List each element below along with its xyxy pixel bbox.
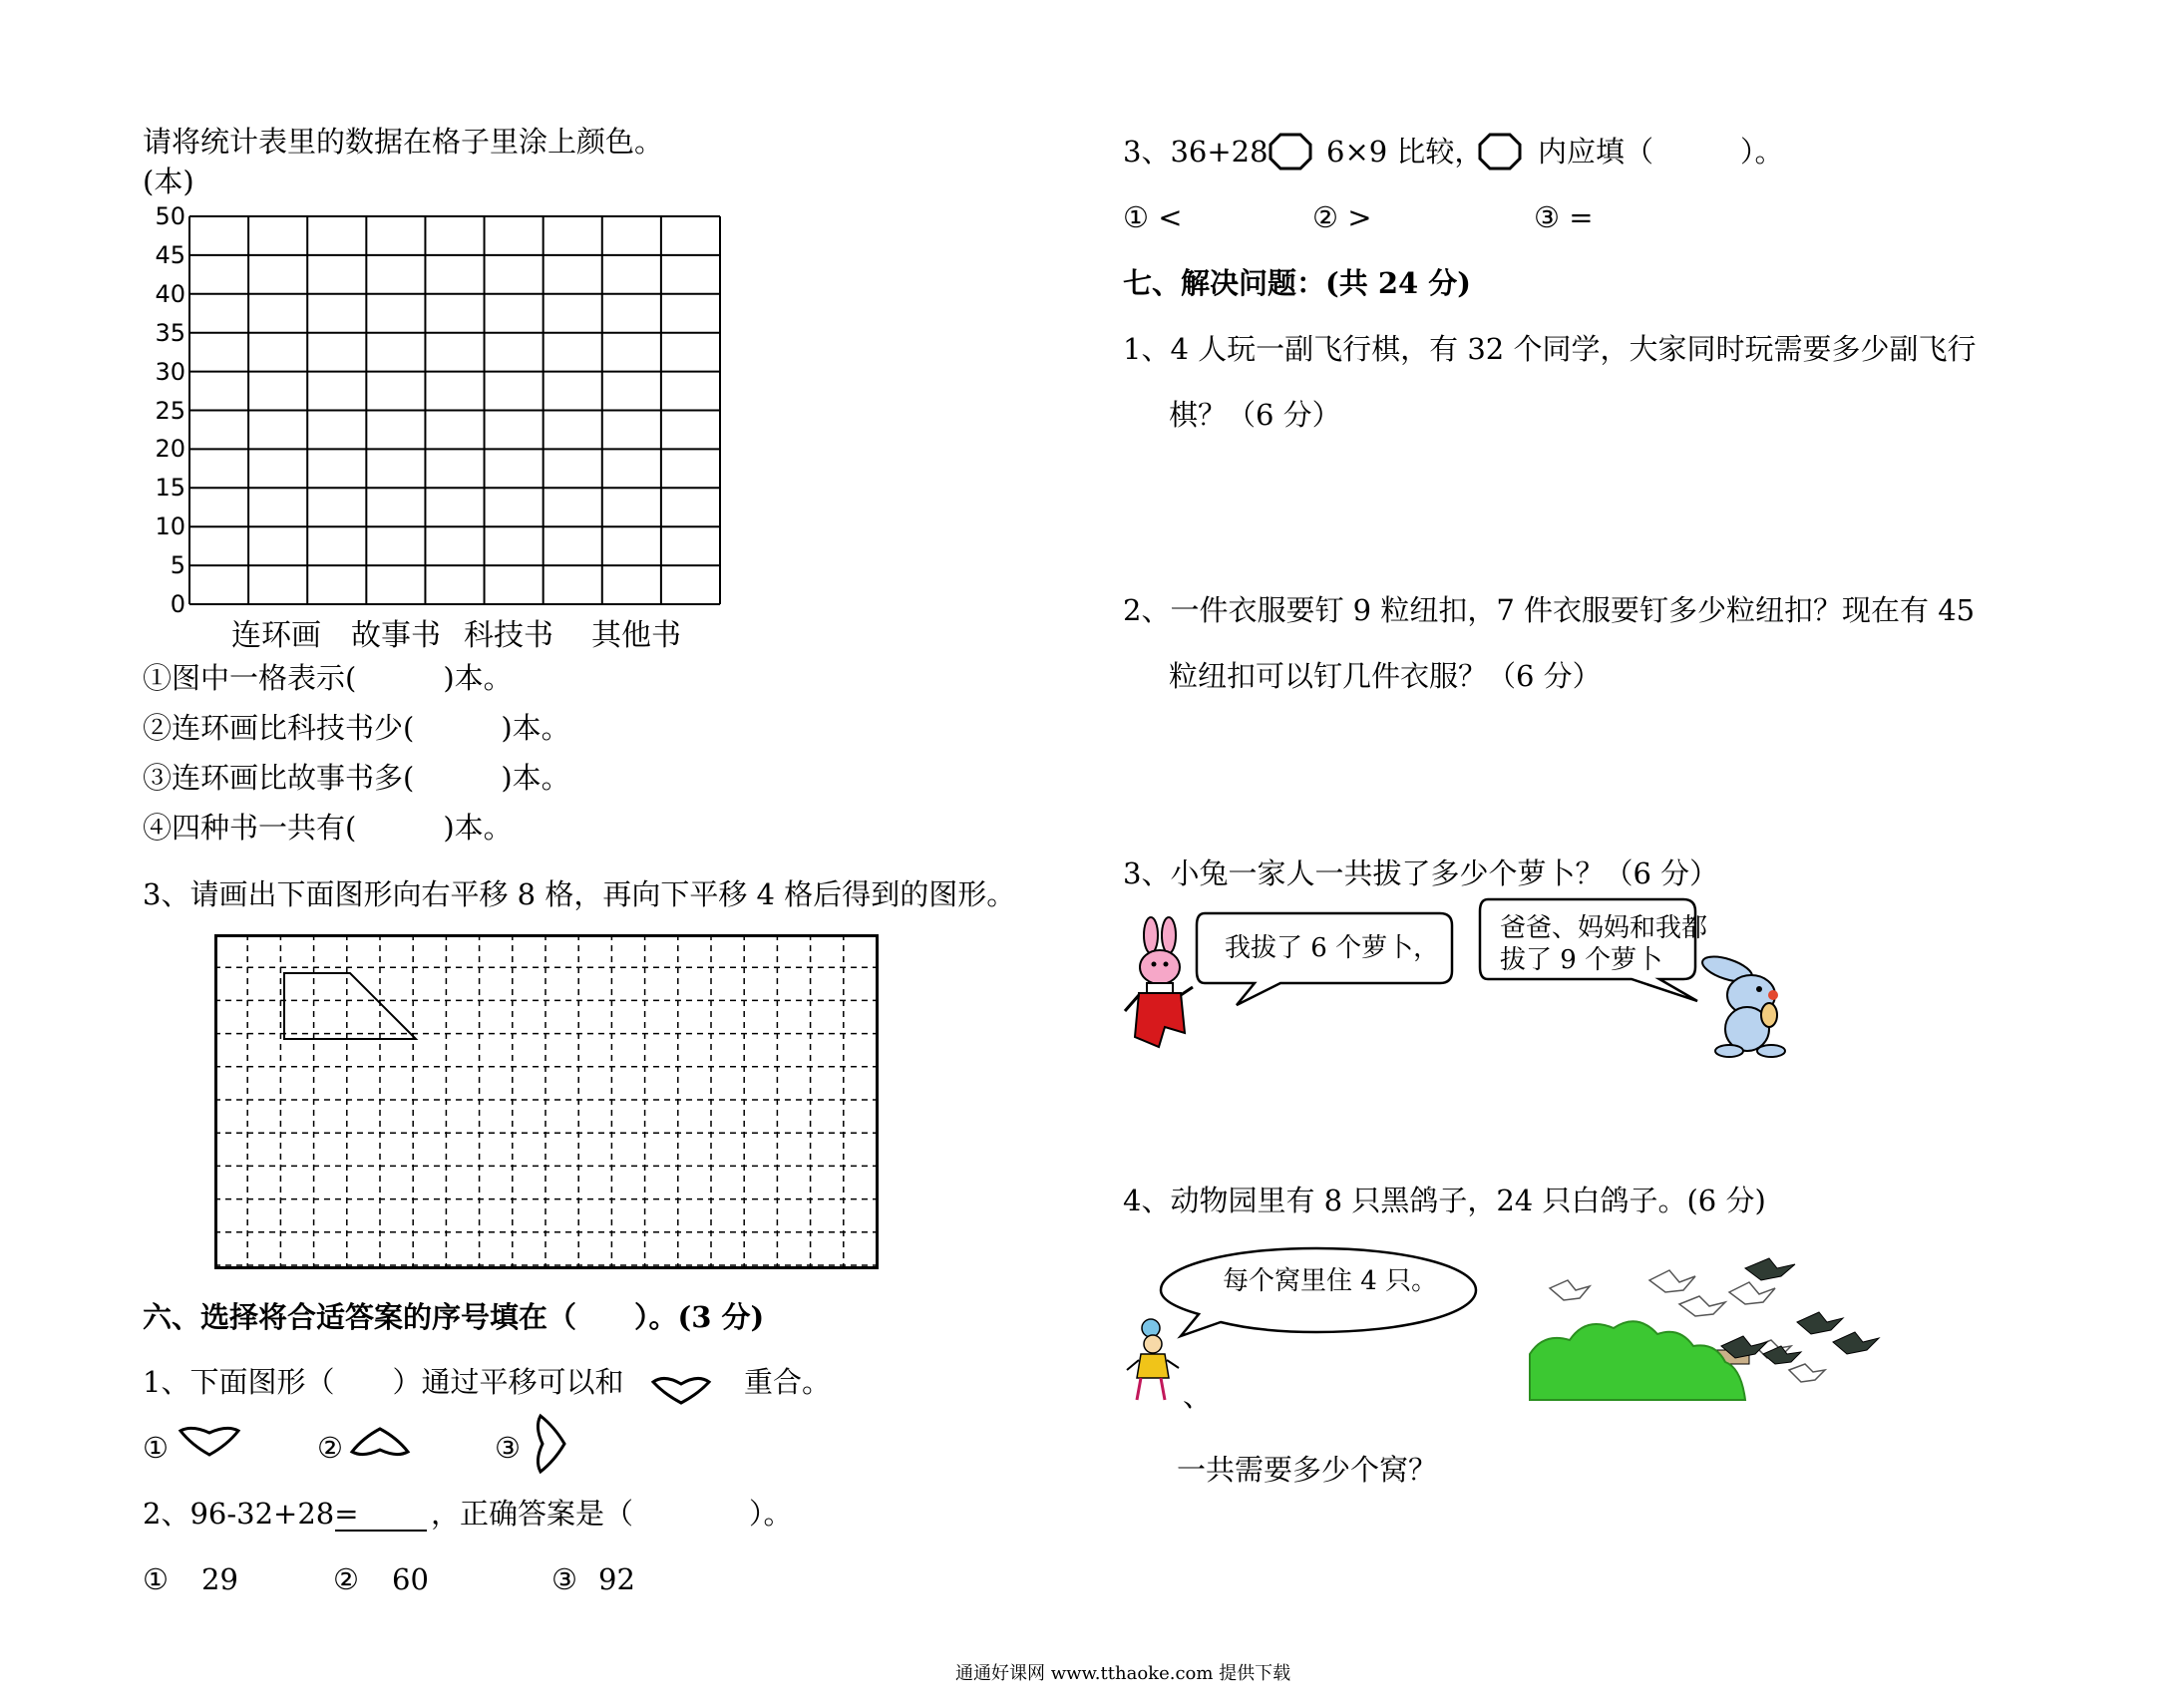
y-tick-label: 45 — [155, 240, 185, 269]
s6-q2-opt-2-num: ② — [333, 1562, 359, 1596]
s6-q2-opt-1-num: ① — [143, 1562, 169, 1596]
problem-2-line1: 2、一件衣服要钉 9 粒纽扣，7 件衣服要钉多少粒纽扣？现在有 45 — [1123, 593, 1976, 627]
octagon-blank-icon — [1269, 133, 1312, 171]
problem-1-line2: 棋？（6 分） — [1169, 398, 1341, 432]
y-tick-label: 10 — [155, 512, 185, 541]
translate-question: 3、请画出下面图形向右平移 8 格，再向下平移 4 格后得到的图形。 — [143, 877, 1016, 911]
y-tick-label: 35 — [155, 318, 185, 347]
category-label: 连环画 — [231, 618, 321, 653]
mark-comma: 、 — [1183, 1379, 1213, 1413]
r-q3-part-a: 3、36+28 — [1123, 135, 1269, 169]
y-tick-label: 40 — [155, 279, 185, 308]
s6-q2-suffix: ，正确答案是（ ）。 — [431, 1497, 793, 1531]
s6-q1-suffix: 重合。 — [744, 1365, 832, 1399]
pigeons-bush-illustration — [1530, 1250, 1885, 1400]
y-axis-unit: (本) — [143, 165, 194, 198]
section-6-title: 六、选择将合适答案的序号填在（ ）。(3 分) — [143, 1300, 765, 1334]
y-tick-label: 50 — [155, 202, 185, 230]
question-compare-story: ③连环画比故事书多( )本。 — [143, 761, 570, 795]
r-q3-opt-3: ③ = — [1534, 200, 1594, 234]
heart-down-icon — [178, 1425, 241, 1459]
problem-4-title: 4、动物园里有 8 只黑鸽子，24 只白鸽子。(6 分) — [1123, 1184, 1766, 1217]
s6-q1-opt-2: ② — [317, 1431, 343, 1465]
y-tick-label: 20 — [155, 435, 185, 464]
category-label: 其他书 — [591, 618, 681, 653]
problem-2-line2: 粒纽扣可以钉几件衣服？（6 分） — [1169, 659, 1602, 693]
bubble-1-text: 我拔了 6 个萝卜， — [1225, 933, 1440, 963]
problem-3-title: 3、小兔一家人一共拔了多少个萝卜？（6 分） — [1123, 856, 1719, 890]
s6-q2-opt-2-val: 60 — [392, 1562, 429, 1596]
y-tick-label: 25 — [155, 396, 185, 425]
bubble-3-text: 每个窝里住 4 只。 — [1223, 1266, 1438, 1296]
s6-q1-opt-1: ① — [143, 1431, 169, 1465]
s6-q2-opt-3-num: ③ — [551, 1562, 577, 1596]
girl-illustration — [1125, 1314, 1181, 1404]
y-tick-label: 30 — [155, 357, 185, 386]
s6-q1-text: 1、下面图形（ ）通过平移可以和 — [143, 1365, 624, 1399]
s6-q2-opt-3-val: 92 — [598, 1562, 635, 1596]
answer-blank — [335, 1530, 427, 1532]
pink-rabbit-illustration — [1125, 915, 1195, 1057]
y-tick-label: 5 — [170, 551, 185, 580]
question-grid-unit: ①图中一格表示( )本。 — [143, 661, 513, 695]
y-tick-label: 15 — [155, 474, 185, 503]
question-total: ④四种书一共有( )本。 — [143, 811, 513, 845]
octagon-blank-icon — [1478, 133, 1522, 171]
section-7-title: 七、解决问题：(共 24 分) — [1123, 266, 1471, 300]
s6-q1-opt-3: ③ — [495, 1431, 521, 1465]
r-q3-opt-2: ② > — [1312, 200, 1372, 234]
heart-up-icon — [349, 1426, 411, 1460]
category-label: 科技书 — [464, 618, 553, 653]
bubble-2-line1: 爸爸、妈妈和我都 — [1500, 913, 1708, 943]
problem-4-question: 一共需要多少个窝？ — [1177, 1453, 1438, 1487]
heart-side-icon — [535, 1413, 568, 1475]
translation-grid — [214, 934, 879, 1269]
heart-target-icon — [650, 1372, 712, 1406]
category-label: 故事书 — [351, 618, 441, 653]
problem-1-line1: 1、4 人玩一副飞行棋，有 32 个同学，大家同时玩需要多少副飞行 — [1123, 332, 1977, 366]
bubble-2-line2: 拔了 9 个萝卜 — [1500, 945, 1663, 975]
r-q3-opt-1: ① < — [1123, 200, 1183, 234]
y-tick-label: 0 — [170, 590, 185, 618]
r-q3-part-b: 6×9 比较， — [1326, 135, 1484, 169]
footer-credit: 通通好课网 www.tthaoke.com 提供下载 — [955, 1663, 1291, 1684]
blue-rabbit-illustration — [1699, 943, 1803, 1061]
r-q3-part-c: 内应填（ ）。 — [1538, 135, 1784, 169]
s6-q2-text: 2、96-32+28= — [143, 1497, 359, 1531]
trapezoid-shape — [284, 973, 416, 1039]
question-compare-science: ②连环画比科技书少( )本。 — [143, 711, 570, 745]
s6-q2-opt-1-val: 29 — [201, 1562, 238, 1596]
stats-instruction: 请将统计表里的数据在格子里涂上颜色。 — [143, 125, 664, 159]
